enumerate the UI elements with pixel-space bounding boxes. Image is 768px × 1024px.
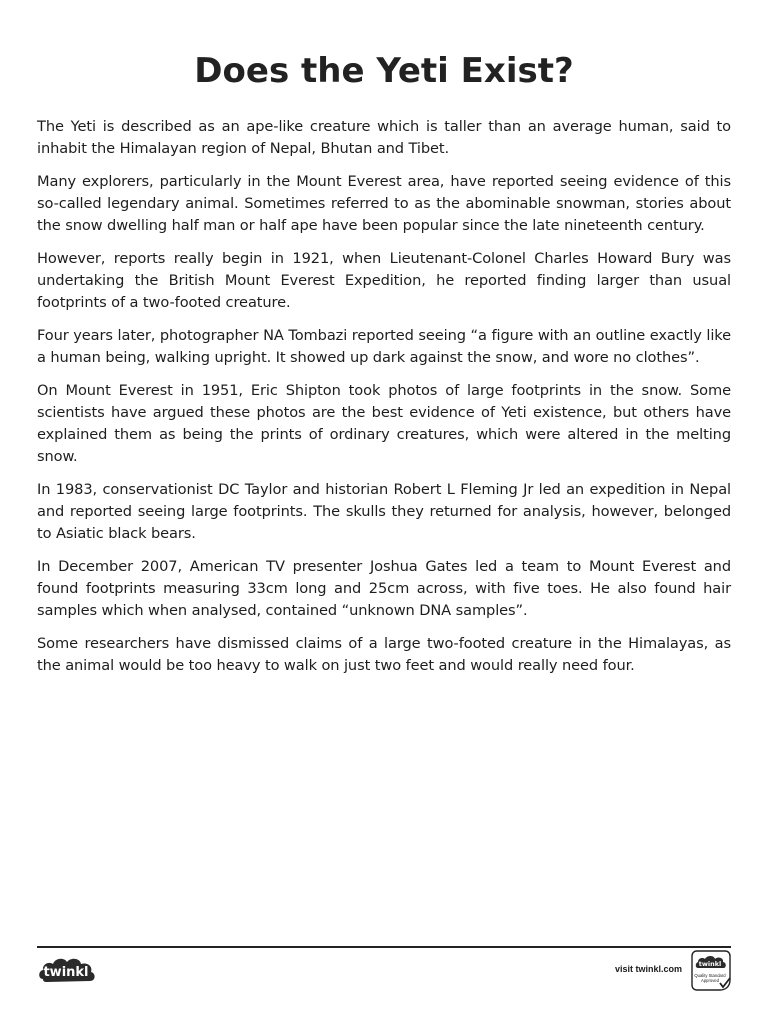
badge-line2: Approved bbox=[701, 978, 719, 983]
quality-badge-icon bbox=[689, 950, 733, 992]
paragraph: In December 2007, American TV presenter Joshua Gates led a team to Mount Everest and found footprints measuring 33cm long and 25cm across, with five toes. He also found hair samples which when analysed, contained “unknown DNA samples”. bbox=[37, 558, 731, 619]
twinkl-logo-icon[interactable] bbox=[37, 953, 97, 989]
paragraph: The Yeti is described as an ape-like creature which is taller than an average human, said to inhabit the Himalayan region of Nepal, Bhutan and Tibet. bbox=[37, 118, 731, 157]
paragraph: In 1983, conservationist DC Taylor and historian Robert L Fleming Jr led an expedition in Nepal and reported seeing large footprints. The skulls they returned for analysis, however, belonged to Asiatic black bears. bbox=[37, 481, 731, 542]
logo-text: twinkl bbox=[43, 965, 89, 980]
paragraph: On Mount Everest in 1951, Eric Shipton took photos of large footprints in the snow. Some scientists have argued these photos are the best evidence of Yeti existence, but others have explained them as being the prints of ordinary creatures, which were altered in the melting snow. bbox=[37, 382, 731, 465]
page-title: Does the Yeti Exist? bbox=[194, 51, 574, 91]
badge-line1: Quality Standard bbox=[694, 973, 726, 978]
article-body bbox=[37, 116, 731, 688]
footer-divider bbox=[37, 946, 731, 948]
paragraph: Some researchers have dismissed claims of a large two-footed creature in the Himalayas, as the animal would be too heavy to walk on just two feet and would really need four. bbox=[37, 635, 731, 674]
paragraph: Many explorers, particularly in the Mount Everest area, have reported seeing evidence of this so-called legendary animal. Sometimes referred to as the abominable snowman, stories about the snow dwelling half man or half ape have been popular since the late nineteenth century. bbox=[37, 173, 731, 234]
paragraph: However, reports really begin in 1921, when Lieutenant-Colonel Charles Howard Bury was undertaking the British Mount Everest Expedition, he reported finding larger than usual footprints of a two-footed creature. bbox=[37, 250, 731, 311]
badge-brand: twinkl bbox=[698, 960, 722, 968]
paragraph: Four years later, photographer NA Tombazi reported seeing “a figure with an outline exactly like a human being, walking upright. It showed up dark against the snow, and wore no clothes”. bbox=[37, 327, 731, 366]
visit-link[interactable]: visit twinkl.com bbox=[614, 964, 682, 974]
